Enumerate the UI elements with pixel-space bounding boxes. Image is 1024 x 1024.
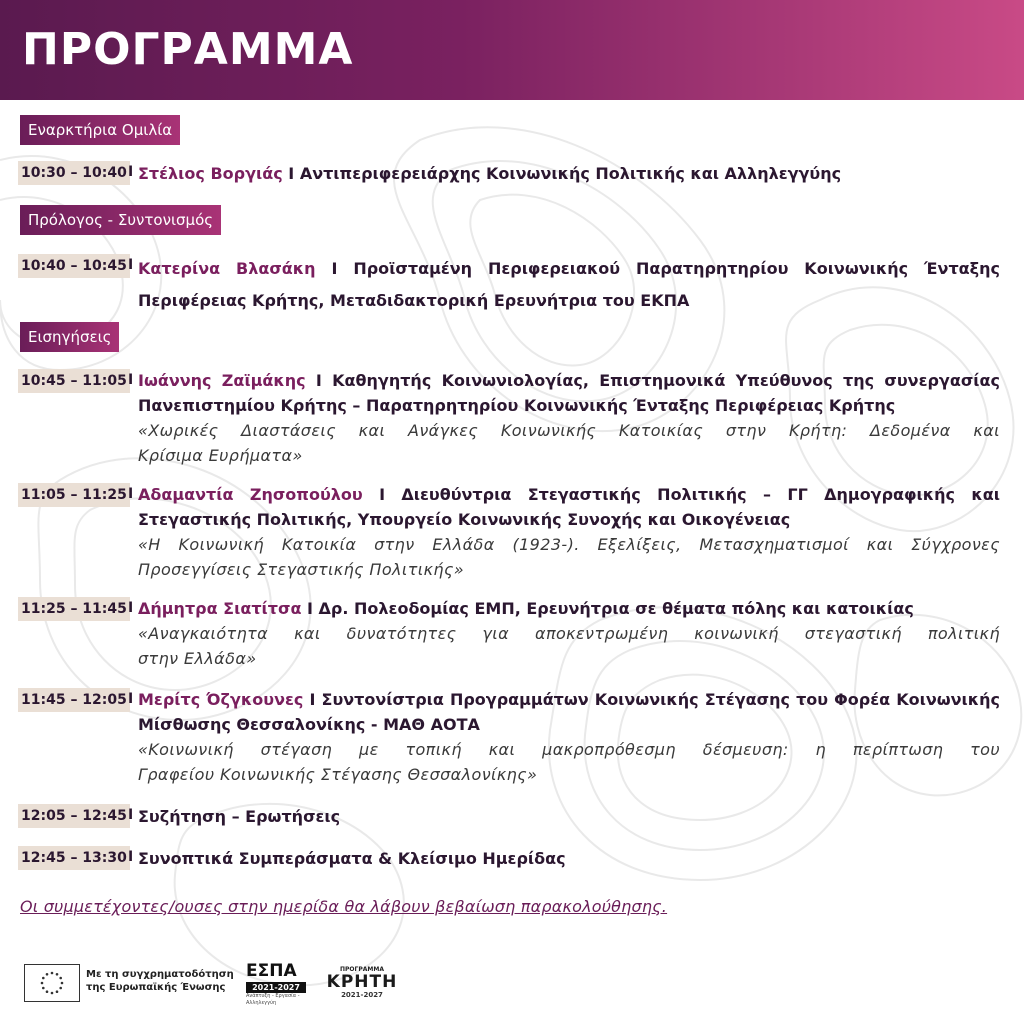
espa-title: ΕΣΠΑ: [246, 961, 297, 981]
separator: I: [128, 372, 134, 388]
talk-title: [138, 737, 1000, 787]
speaker-role: Συντονίστρια Προγραμμάτων Κοινωνικής Στέγασης του Φορέα Κοινωνικής: [321, 690, 1001, 709]
speaker-name: Στέλιος Βοργιάς: [138, 164, 283, 183]
separator: I: [128, 486, 134, 502]
separator: I: [128, 807, 134, 823]
talk-title-line: Γραφείου Κοινωνικής Στέγασης Θεσσαλονίκης»: [138, 765, 538, 784]
espa-years: 2021-2027: [246, 982, 306, 993]
entry-line: [138, 687, 1000, 712]
speaker-name: Αδαμαντία Ζησοπούλου: [138, 485, 363, 504]
program-entry: [138, 253, 1000, 317]
program-entry: [138, 482, 1000, 582]
separator: I: [288, 164, 295, 183]
separator: I: [307, 599, 313, 618]
kriti-top-label: ΠΡΟΓΡΑΜΜΑ: [340, 966, 384, 973]
eu-text-line: Με τη συγχρηματοδότηση: [86, 969, 234, 980]
speaker-role-continued: Στεγαστικής Πολιτικής, Υπουργείο Κοινωνικής Συνοχής και Οικογένειας: [138, 510, 791, 529]
time-slot: 12:45 – 13:30: [18, 846, 130, 870]
talk-title-line: «Χωρικές Διαστάσεις και Ανάγκες Κοινωνικής Κατοικίας στην Κρήτη: Δεδομένα και: [138, 421, 1000, 440]
speaker-role-continued: Περιφέρειας Κρήτης, Μεταδιδακτορική Ερευνήτρια του ΕΚΠΑ: [138, 291, 690, 310]
program-entry: [138, 368, 1000, 468]
eu-cofunding-text: [86, 968, 234, 994]
program-entry: [138, 160, 1000, 187]
talk-title-line: «Η Κοινωνική Κατοικία στην Ελλάδα (1923-). Εξελίξεις, Μετασχηματισμοί και Σύγχρονες: [138, 535, 1000, 554]
section-talks-label: Εισηγήσεις: [20, 322, 119, 352]
kriti-title: ΚΡΗΤΗ: [326, 972, 398, 992]
time-slot: 11:05 – 11:25: [18, 483, 130, 507]
section-prologue-label: Πρόλογος - Συντονισμός: [20, 205, 221, 235]
closing-label: Συνοπτικά Συμπεράσματα & Κλείσιμο Ημερίδας: [138, 849, 566, 868]
eu-flag-icon: [24, 964, 80, 1002]
separator: I: [379, 485, 386, 504]
talk-title-line: «Κοινωνική στέγαση με τοπική και μακροπρόθεσμη δέσμευση: η περίπτωση του: [138, 740, 1000, 759]
talk-title: [138, 418, 1000, 468]
footer-logos: [0, 960, 1024, 1010]
entry-line: [138, 253, 1000, 285]
entry-line: [138, 596, 1000, 621]
talk-title-line: «Αναγκαιότητα και δυνατότητες για αποκεντρωμένη κοινωνική στεγαστική πολιτική: [138, 624, 1000, 643]
program-entry: [138, 687, 1000, 787]
speaker-name: Δήμητρα Σιατίτσα: [138, 599, 302, 618]
talk-title: [138, 621, 1000, 671]
separator: I: [331, 259, 338, 278]
separator: I: [309, 690, 316, 709]
speaker-role: Προϊσταμένη Περιφερειακού Παρατηρητηρίου Κοινωνικής Ένταξης: [353, 259, 1000, 278]
speaker-role: Καθηγητής Κοινωνιολογίας, Επιστημονικά Υπεύθυνος της συνεργασίας: [332, 371, 1000, 390]
separator: I: [315, 371, 322, 390]
time-slot: 10:45 – 11:05: [18, 369, 130, 393]
entry-line: [138, 160, 1000, 187]
attendance-note: Οι συμμετέχοντες/ουσες στην ημερίδα θα λάβουν βεβαίωση παρακολούθησης.: [20, 897, 668, 916]
time-slot: 10:40 – 10:45: [18, 254, 130, 278]
time-slot: 12:05 – 12:45: [18, 804, 130, 828]
entry-line: [138, 482, 1000, 507]
separator: I: [128, 691, 134, 707]
speaker-role: Αντιπεριφερειάρχης Κοινωνικής Πολιτικής και Αλληλεγγύης: [299, 164, 842, 183]
espa-logo: [246, 962, 306, 1006]
time-slot: 11:25 – 11:45: [18, 597, 130, 621]
discussion-label: Συζήτηση – Ερωτήσεις: [138, 807, 341, 826]
separator: I: [128, 849, 134, 865]
separator: I: [128, 257, 134, 273]
speaker-role-continued: Πανεπιστημίου Κρήτης – Παρατηρητηρίου Κοινωνικής Ένταξης Περιφέρειας Κρήτης: [138, 396, 896, 415]
program-entry: [138, 596, 1000, 671]
speaker-role: Διευθύντρια Στεγαστικής Πολιτικής – ΓΓ Δημογραφικής και: [401, 485, 1000, 504]
talk-title-line: στην Ελλάδα»: [138, 649, 257, 668]
talk-title: [138, 532, 1000, 582]
speaker-name: Ιωάννης Ζαϊμάκης: [138, 371, 306, 390]
separator: I: [128, 164, 134, 180]
time-slot: 10:30 – 10:40: [18, 161, 130, 185]
program-entry: [138, 845, 1000, 872]
kriti-years: 2021-2027: [341, 991, 383, 999]
program-entry: [138, 803, 1000, 830]
speaker-role: Δρ. Πολεοδομίας ΕΜΠ, Ερευνήτρια σε θέματα πόλης και κατοικίας: [318, 599, 914, 618]
talk-title-line: Κρίσιμα Ευρήματα»: [138, 446, 303, 465]
separator: I: [128, 600, 134, 616]
speaker-role-continued: Μίσθωσης Θεσσαλονίκης - ΜΑΘ ΑΟΤΑ: [138, 715, 480, 734]
eu-text-line: της Ευρωπαϊκής Ένωσης: [86, 982, 226, 993]
time-slot: 11:45 – 12:05: [18, 688, 130, 712]
talk-title-line: Προσεγγίσεις Στεγαστικής Πολιτικής»: [138, 560, 465, 579]
kriti-program-logo: [322, 966, 402, 1006]
section-opening-label: Εναρκτήρια Ομιλία: [20, 115, 180, 145]
page-title: ΠΡΟΓΡΑΜΜΑ: [22, 24, 354, 75]
espa-subtitle: Ανάπτυξη - Εργασία - Αλληλεγγύη: [246, 993, 300, 1006]
speaker-name: Μερίτς Όζγκουνες: [138, 690, 304, 709]
entry-line: [138, 368, 1000, 393]
speaker-name: Κατερίνα Βλασάκη: [138, 259, 316, 278]
